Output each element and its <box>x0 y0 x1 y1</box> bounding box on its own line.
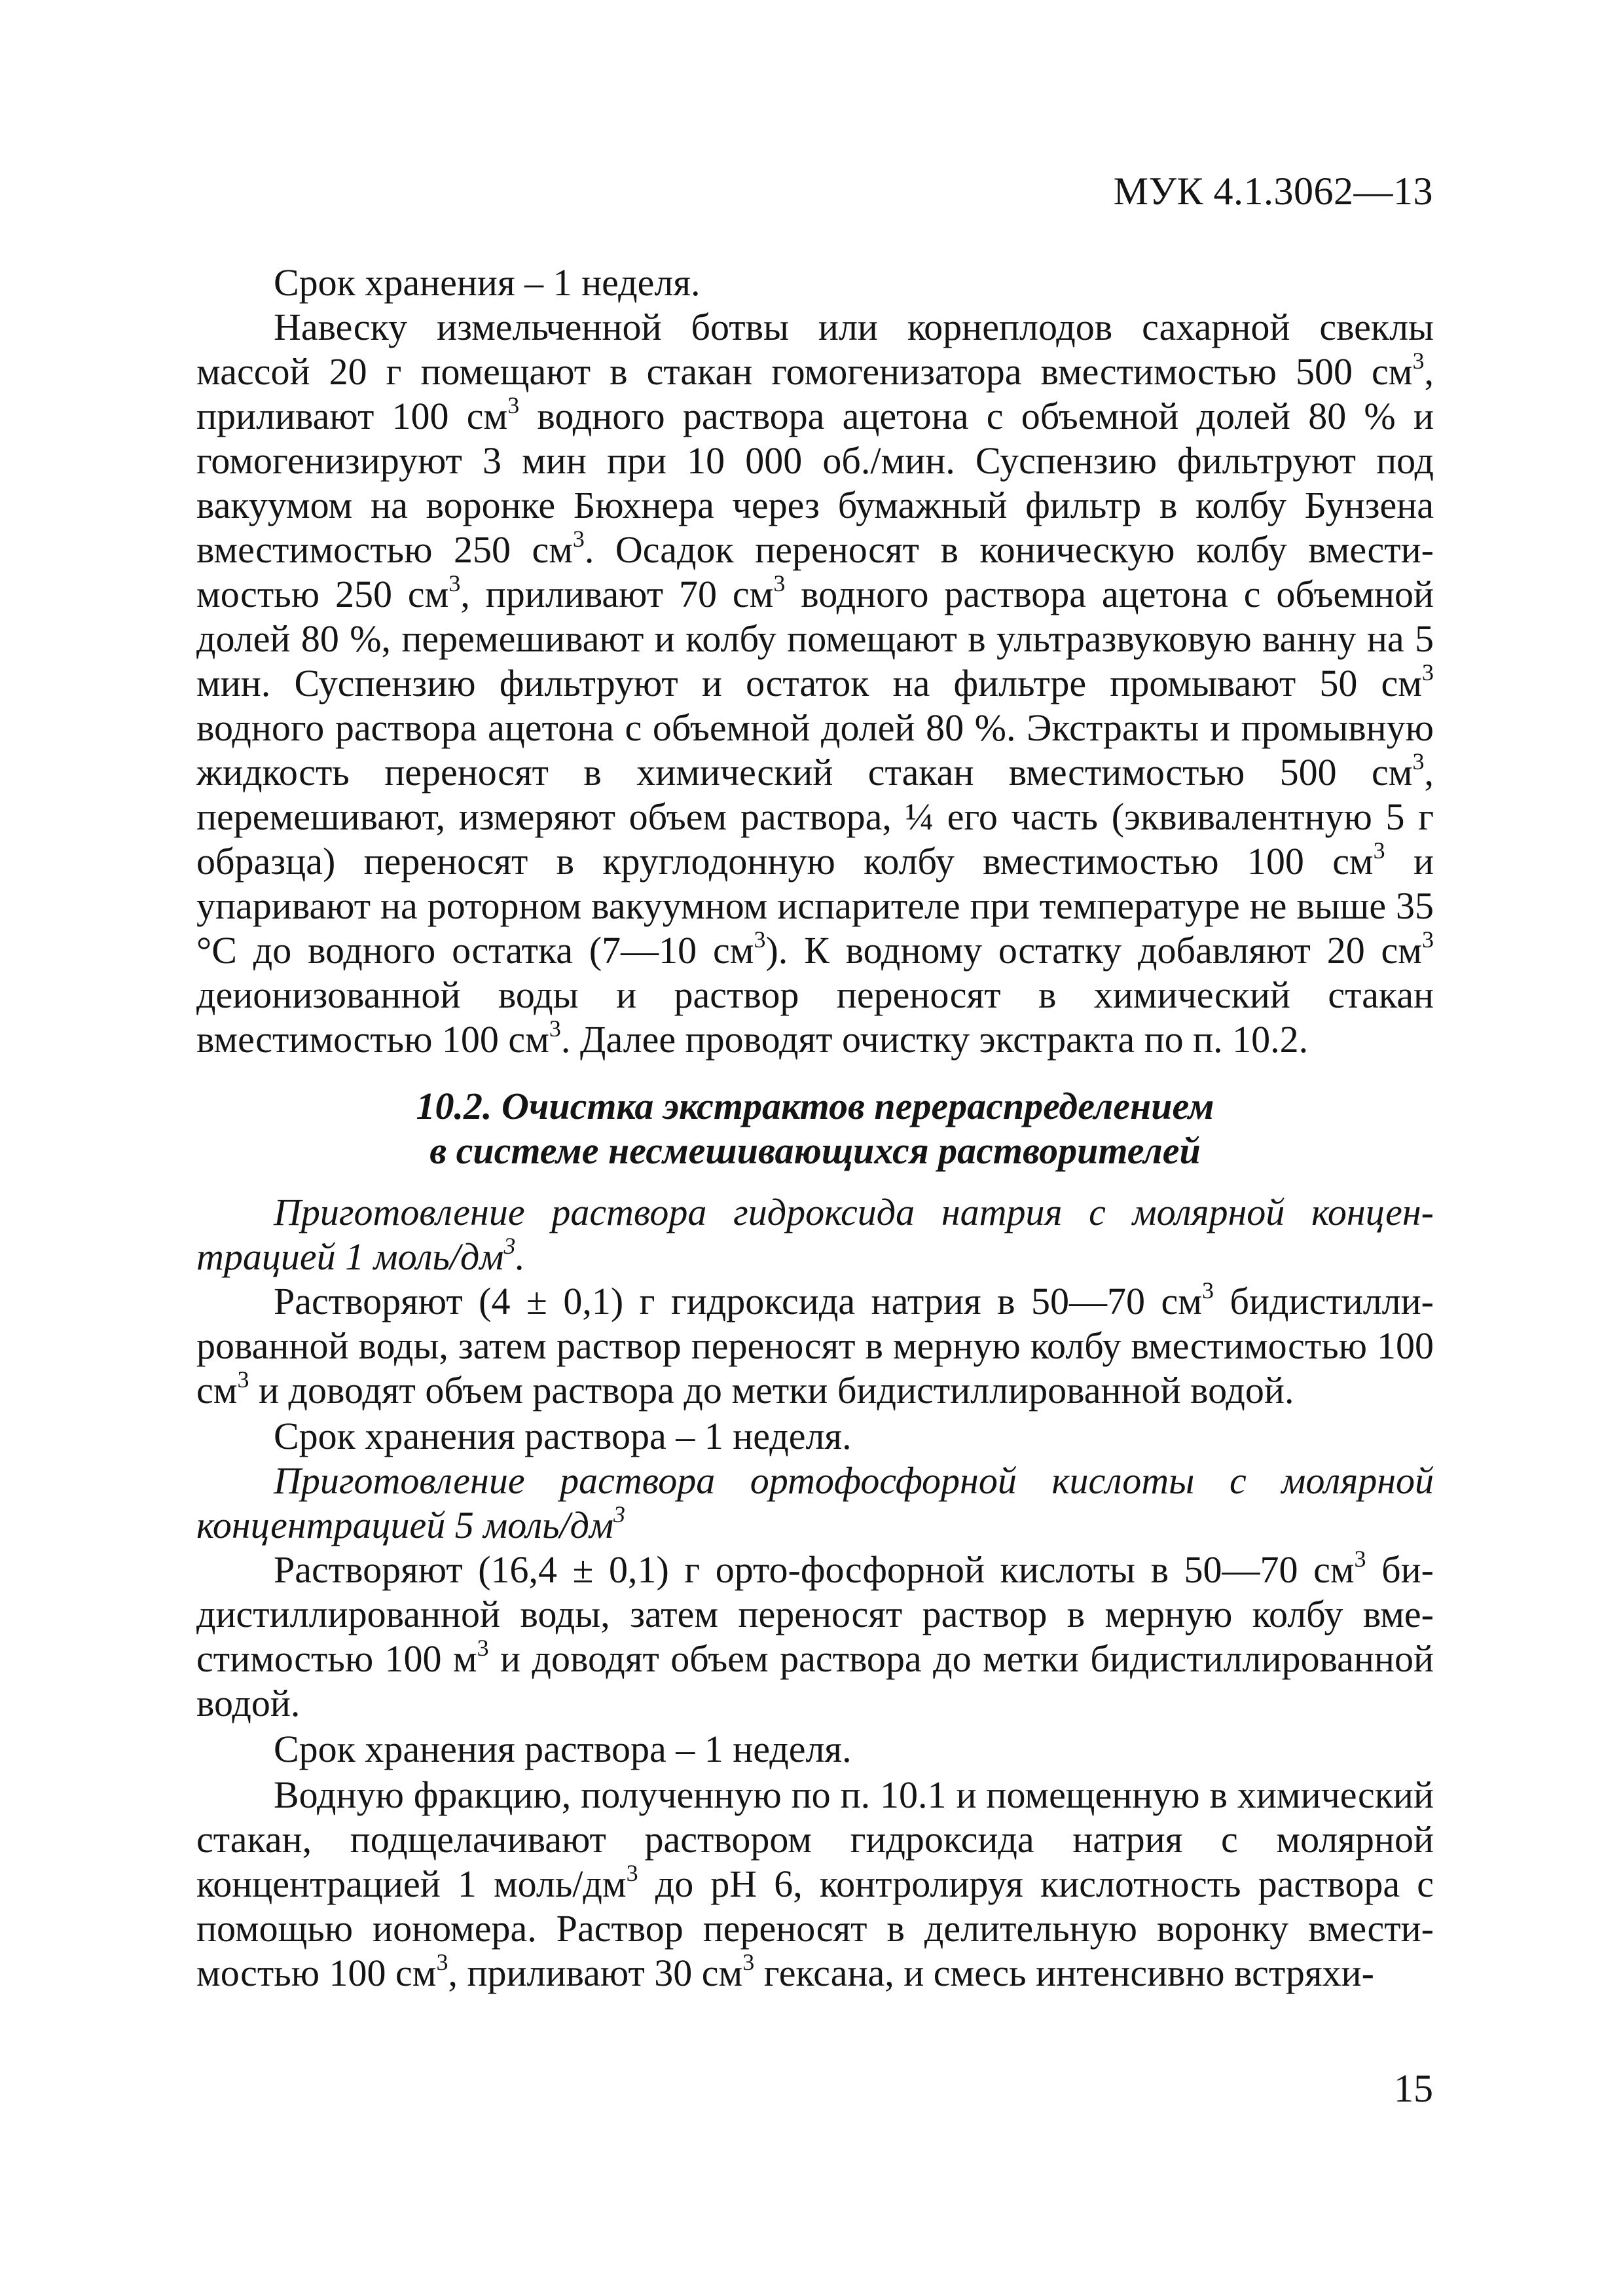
storage-paragraph: Срок хранения – 1 неделя. <box>274 261 701 304</box>
page-number: 15 <box>1394 2067 1433 2110</box>
h3po4-heading: Приготовление раствора ортофосфорной кислоты с молярной концентрацией 5 моль/$дм^3$ <box>196 1459 1434 1546</box>
section-heading <box>196 1084 1434 1173</box>
naoh-heading: Приготовление раствора гидроксида натрия с молярной концентрацией 1 моль/$дм^3$. <box>196 1191 1434 1278</box>
section-heading-line-2: в системе несмешивающихся растворителей <box>429 1129 1201 1172</box>
document-code: МУК 4.1.3062—13 <box>1113 170 1433 213</box>
extraction-paragraph: Водную фракцию, полученную по п. 10.1 и помещенную в химический стакан, подщелачивают раствором гидроксида натрия с молярной концентрацией 1 моль/$дм^3$ до рН 6, контролируя кислотность раствора с помощью иономера. Раствор переносят в делительную воронку вместимостью 100 $см^3$, приливают 30 $см^3$ гексана, и смесь интенсивно встряхи- <box>196 1774 1434 1994</box>
naoh-procedure: Растворяют (4 ± 0,1) г гидроксида натрия в 50—70 $см^3$ бидистиллированной воды, затем раствор переносят в мерную колбу вместимостью 100 $см^3$ и доводят объем раствора до метки бидистиллированной водой. <box>196 1277 1434 1412</box>
document-body <box>196 261 1434 1995</box>
sample-prep-paragraph: Навеску измельченной ботвы или корнеплодов сахарной свеклы массой 20 г помещают в стакан гомогенизатора вместимостью 500 $см^3$, приливают 100 $см^3$ водного раствора ацетона с объемной долей 80 % и гомогенизируют 3 мин при 10 000 об./мин. Суспензию фильтруют под вакуумом на воронке Бюхнера через бумажный фильтр в колбу Бунзена вместимостью 250 $см^3$. Осадок переносят в коническую колбу вместимостью 250 $см^3$, приливают 70 $см^3$ водного раствора ацетона с объемной долей 80 %, перемешивают и колбу помещают в ультразвуковую ванну на 5 мин. Суспензию фильтруют и остаток на фильтре промывают 50 $см^3$ водного раствора ацетона с объемной долей 80 %. Экстракты и промывную жидкость переносят в химический стакан вместимостью 500 $см^3$, перемешивают, измеряют объем раствора, ¼ его часть (эквивалентную 5 г образца) переносят в круглодонную колбу вместимостью 100 $см^3$ и упаривают на роторном вакуумном испарителе при температуре не выше 35 °С до водного остатка (7—10 $см^3$). К водному остатку добавляют 20 $см^3$ деионизованной воды и раствор переносят в химический стакан вместимостью 100 $см^3$. Далее проводят очистку экстракта по п. 10.2. <box>196 306 1434 1061</box>
section-heading-line-1: 10.2. Очистка экстрактов перераспределением <box>416 1085 1214 1127</box>
naoh-storage: Срок хранения раствора – 1 неделя. <box>274 1415 852 1457</box>
h3po4-storage: Срок хранения раствора – 1 неделя. <box>274 1728 852 1770</box>
h3po4-procedure: Растворяют (16,4 ± 0,1) г орто-фосфорной кислоты в 50—70 $см^3$ бидистиллированной воды, затем переносят раствор в мерную колбу вместимостью 100 $м^3$ и доводят объем раствора до метки бидистиллированной водой. <box>196 1546 1434 1724</box>
